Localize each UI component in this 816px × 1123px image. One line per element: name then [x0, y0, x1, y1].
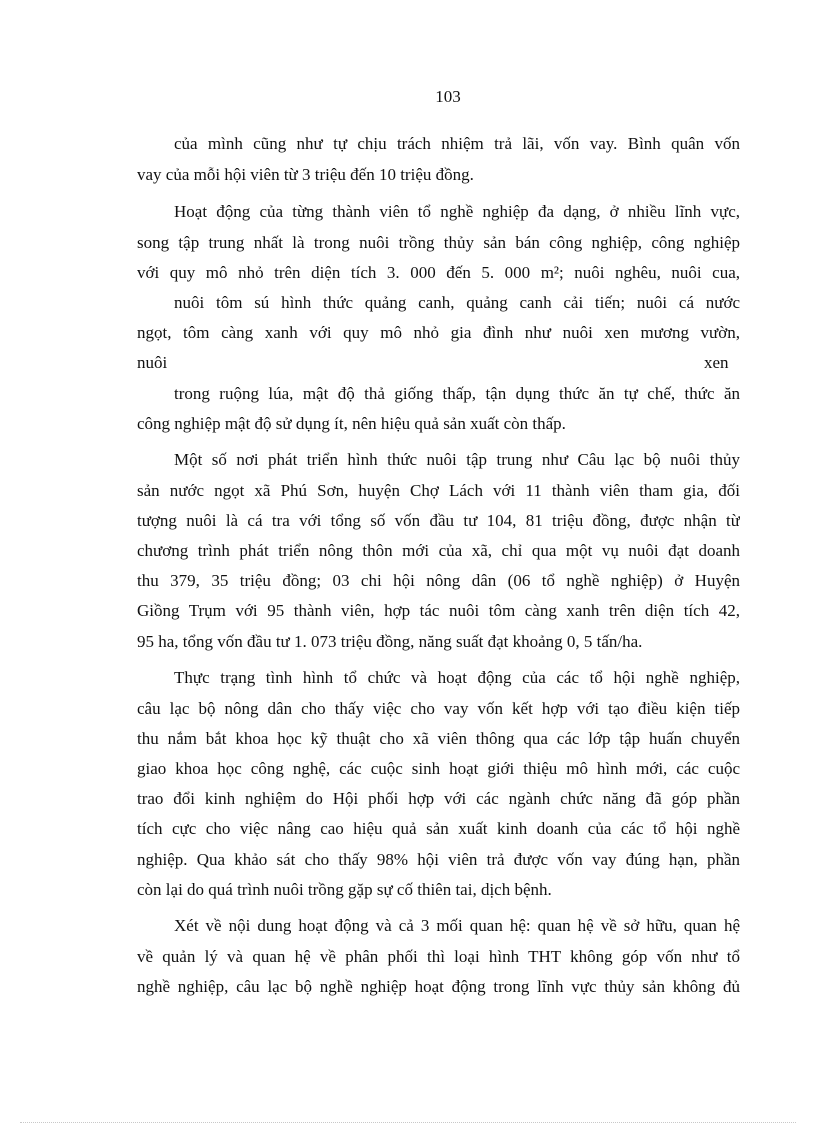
text-line: chương trình phát triển nông thôn mới của xã, chỉ qua một vụ nuôi đạt doanh [137, 541, 740, 560]
text-line: trao đổi kinh nghiệm do Hội phối hợp với các ngành chức năng đã góp phần [137, 789, 740, 808]
text-line: nghiệp. Qua khảo sát cho thấy 98% hội viên trả được vốn vay đúng hạn, phần [137, 850, 740, 869]
text-line: với quy mô nhỏ trên diện tích 3. 000 đến 5. 000 m²; nuôi nghêu, nuôi cua, [137, 263, 740, 282]
text-line: thu 379, 35 triệu đồng; 03 chi hội nông dân (06 tổ nghề nghiệp) ở Huyện [137, 571, 740, 590]
text-line: Giồng Trụm với 95 thành viên, hợp tác nuôi tôm càng xanh trên diện tích 42, [137, 601, 740, 620]
text-line: nghề nghiệp, câu lạc bộ nghề nghiệp hoạt động trong lĩnh vực thủy sản không đủ [137, 977, 740, 996]
text-line: Hoạt động của từng thành viên tổ nghề nghiệp đa dạng, ở nhiều lĩnh vực, [174, 202, 740, 221]
text-line: song tập trung nhất là trong nuôi trồng thủy sản bán công nghiệp, công nghiệp [137, 233, 740, 252]
text-line: Xét về nội dung hoạt động và cả 3 mối quan hệ: quan hệ về sở hữu, quan hệ [174, 916, 740, 935]
text-line: tích cực cho việc nâng cao hiệu quả sản xuất kinh doanh của các tổ hội nghề [137, 819, 740, 838]
text-line: thu nắm bắt khoa học kỹ thuật cho xã viên thông qua các lớp tập huấn chuyển [137, 729, 740, 748]
text-line: ngọt, tôm càng xanh với quy mô nhỏ gia đình như nuôi xen mương vườn, [137, 323, 740, 342]
text-line: nuôi tôm sú hình thức quảng canh, quảng canh cải tiến; nuôi cá nước [174, 293, 740, 312]
text-line: trong ruộng lúa, mật độ thả giống thấp, tận dụng thức ăn tự chế, thức ăn [174, 384, 740, 403]
text-line: giao khoa học công nghệ, các cuộc sinh hoạt giới thiệu mô hình mới, các cuộc [137, 759, 740, 778]
text-line: 95 ha, tổng vốn đầu tư 1. 073 triệu đồng, năng suất đạt khoảng 0, 5 tấn/ha. [137, 632, 643, 651]
text-line: sản nước ngọt xã Phú Sơn, huyện Chợ Lách với 11 thành viên tham gia, đối [137, 481, 740, 500]
text-line: vay của mỗi hội viên từ 3 triệu đến 10 triệu đồng. [137, 165, 474, 184]
text-line: Thực trạng tình hình tổ chức và hoạt động của các tổ hội nghề nghiệp, [174, 668, 740, 687]
text-line: còn lại do quá trình nuôi trồng gặp sự cố thiên tai, dịch bệnh. [137, 880, 552, 899]
text-line: về quản lý và quan hệ về phân phối thì loại hình THT không góp vốn như tổ [137, 947, 740, 966]
page-number: 103 [435, 87, 461, 106]
text-line: nuôi [137, 353, 168, 372]
text-line: công nghiệp mật độ sử dụng ít, nên hiệu quả sản xuất còn thấp. [137, 414, 566, 433]
text-line: của mình cũng như tự chịu trách nhiệm trả lãi, vốn vay. Bình quân vốn [174, 134, 740, 153]
text-line: Một số nơi phát triển hình thức nuôi tập trung như Câu lạc bộ nuôi thủy [174, 450, 740, 469]
text-line: xen [704, 353, 729, 372]
text-line: câu lạc bộ nông dân cho thấy việc cho vay vốn kết hợp với tạo điều kiện tiếp [137, 699, 740, 718]
text-line: tượng nuôi là cá tra với tổng số vốn đầu tư 104, 81 triệu đồng, được nhận từ [137, 511, 740, 530]
